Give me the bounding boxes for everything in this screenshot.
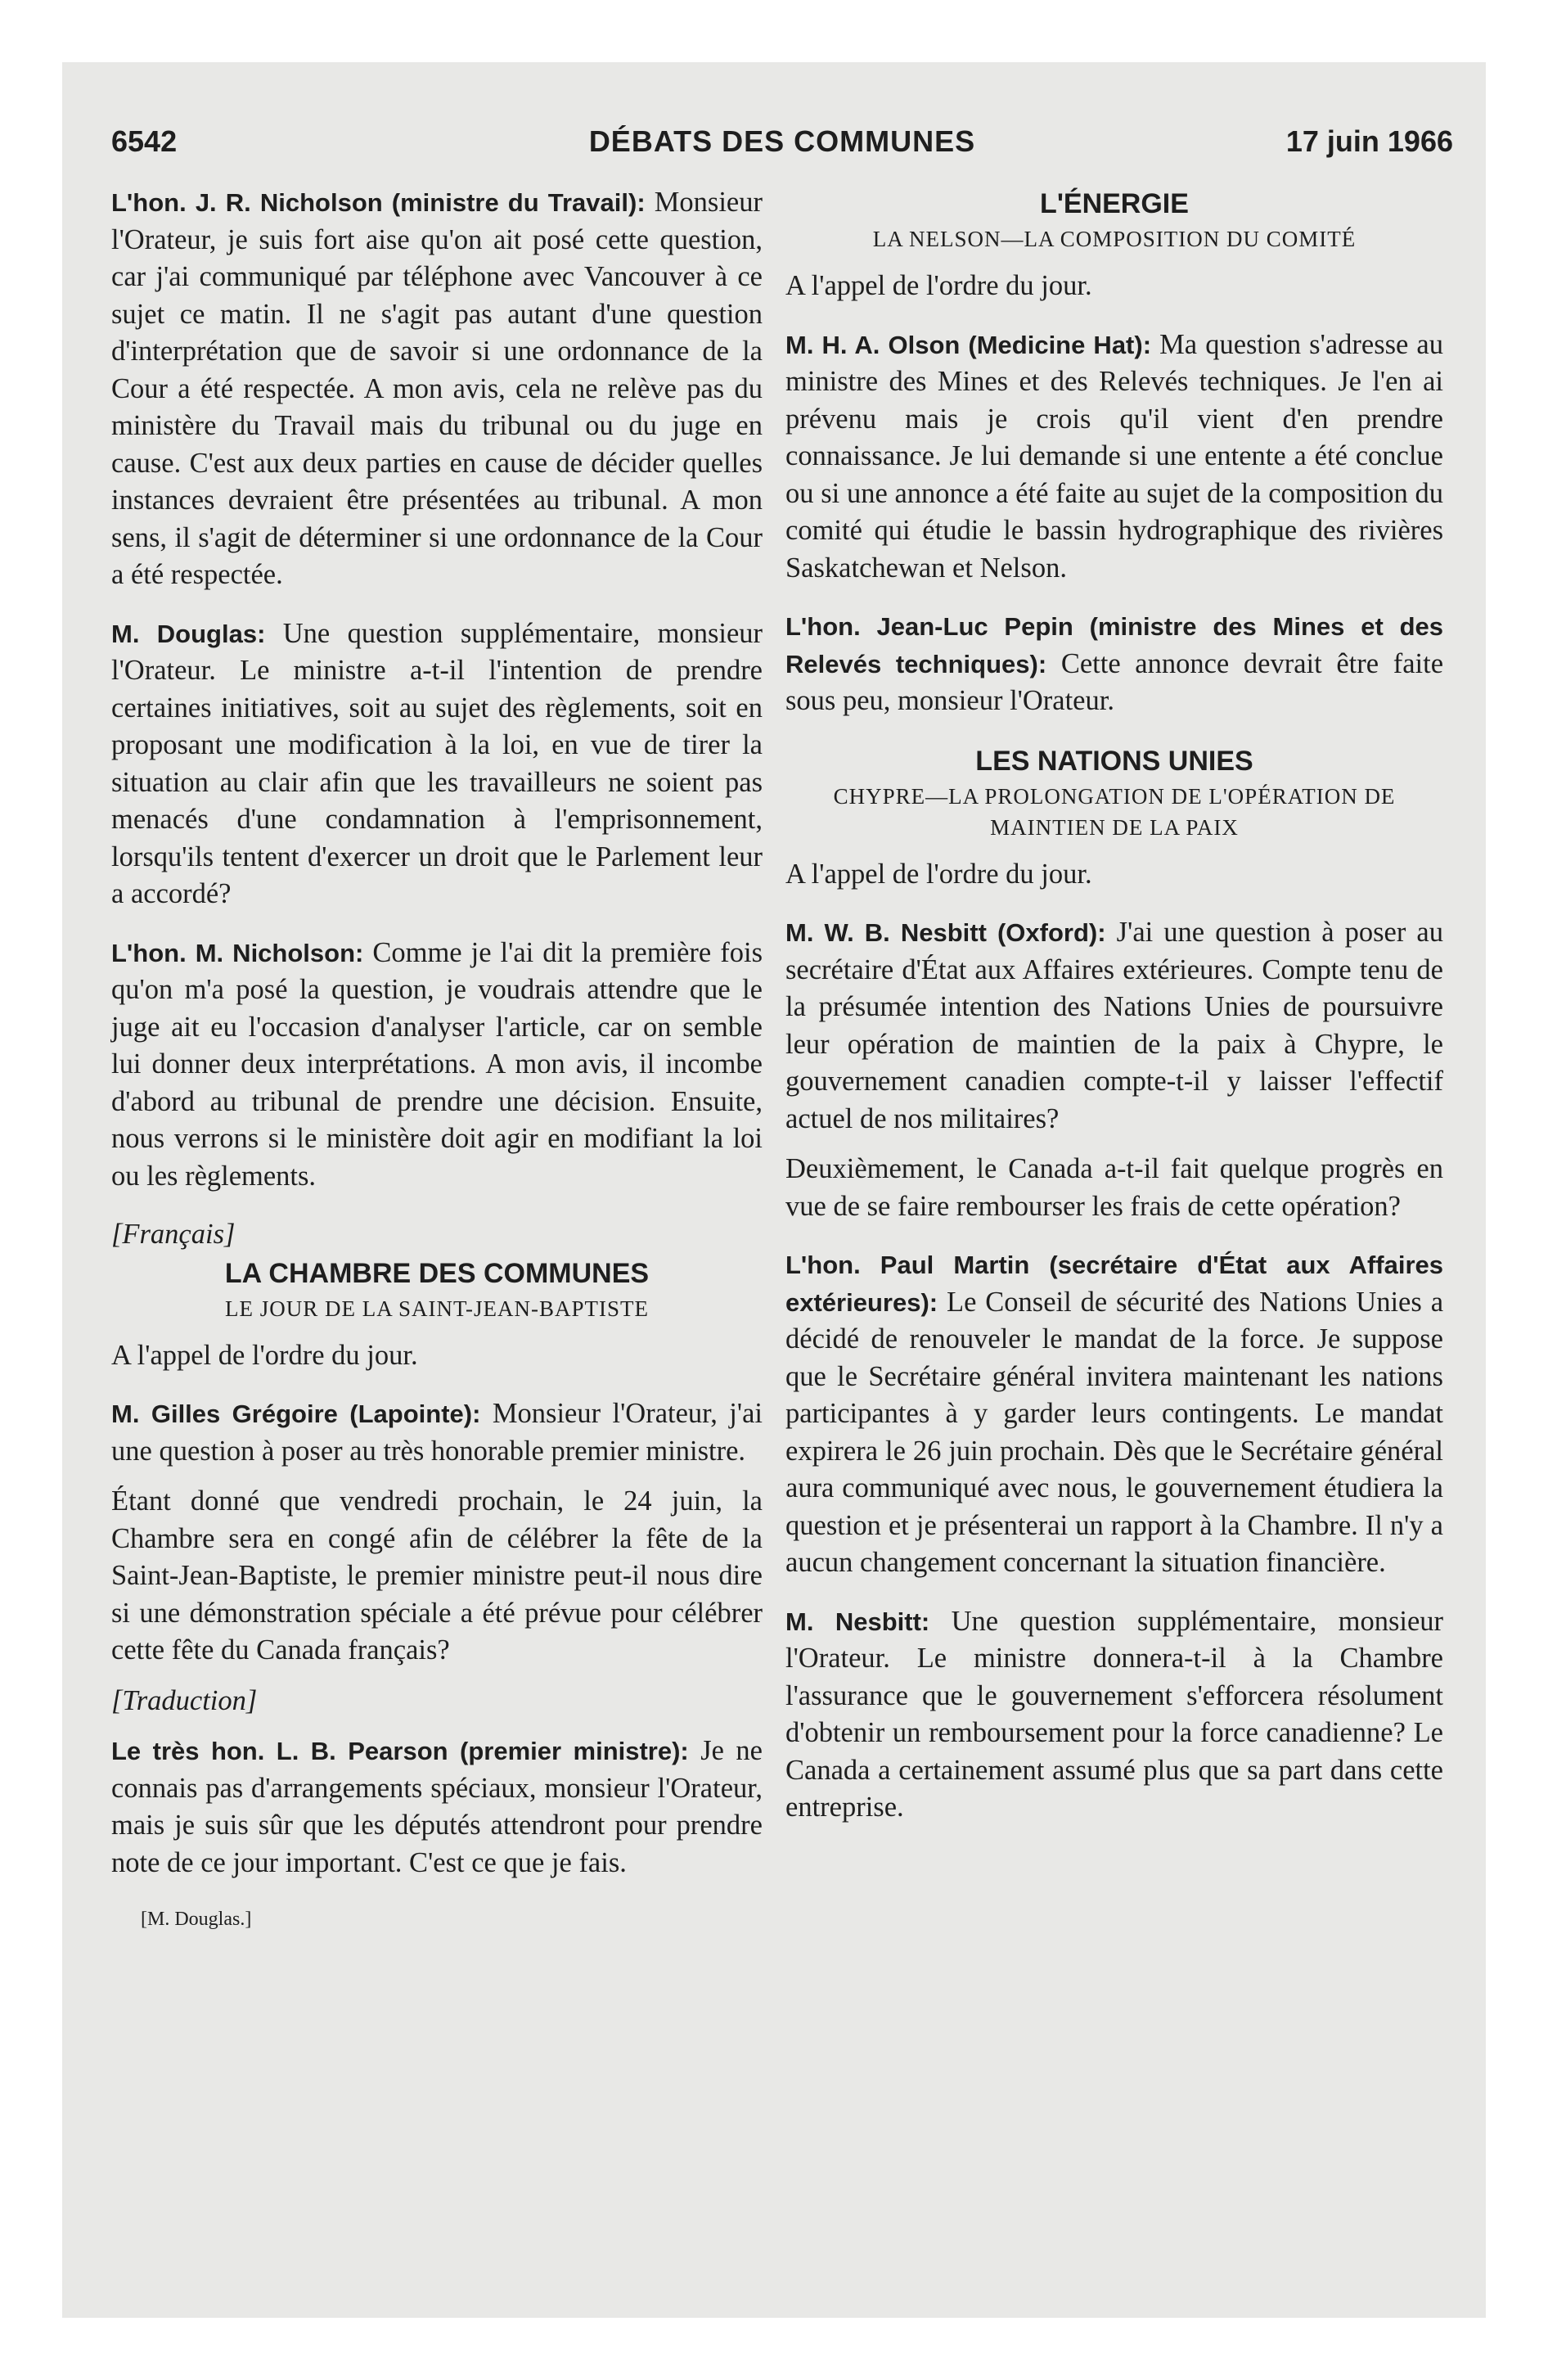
paragraph-text: Monsieur l'Orateur, je suis fort aise qu'on ait posé cette question, car j'ai communiqué par téléphone avec Vancouver à ce sujet ce matin. Il ne s'agit pas autant d'une question d'interprétation que de savoir si une ordonnance de la Cour a été respectée. A mon avis, cela ne relève pas du ministère du Travail mais du tribunal ou du juge en cause. C'est aux deux parties en cause de décider quelles instances devraient être présentées au tribunal. A mon sens, il s'agit de déterminer si une ordonnance de la Cour a été respectée. bbox=[111, 187, 763, 590]
section-subheading: LA NELSON—LA COMPOSITION DU COMITÉ bbox=[872, 227, 1357, 251]
paragraph-pearson bbox=[111, 1733, 763, 1882]
paragraph-text: Comme je l'ai dit la première fois qu'on m'a posé la question, je voudrais attendre que le juge ait eu l'occasion d'analyser l'article, car on semble lui donner deux interprétations. A mon avis, il incombe d'abord au tribunal de prendre une décision. Ensuite, nous verrons si le ministère doit agir en modifiant la loi ou les règlements. bbox=[111, 936, 763, 1192]
order-of-day-call: A l'appel de l'ordre du jour. bbox=[785, 858, 1092, 890]
publication-title: DÉBATS DES COMMUNES bbox=[588, 124, 976, 158]
paragraph-nesbitt-3 bbox=[785, 1603, 1443, 1827]
right-column bbox=[785, 184, 1443, 1827]
speaker-name: L'hon. Paul Martin (secrétaire d'État aux Affaires extérieures): bbox=[785, 1251, 1443, 1317]
paragraph-text: Le Conseil de sécurité des Nations Unies a décidé de renouveler le mandat de la force. Je suppose que le Secrétaire général invitera maintenant les nations participantes à y garder leurs contingents. Le mandat expirera le 26 juin prochain. Dès que le Secrétaire général aura communiqué avec nous, le gouvernement étudiera la question et je présenterai un rapport à la Chambre. Il n'y a aucun changement concernant la situation financière. bbox=[785, 1286, 1444, 1578]
issue-date: 17 juin 1966 bbox=[1285, 124, 1453, 158]
speaker-name: M. H. A. Olson (Medicine Hat): bbox=[785, 330, 1152, 359]
paragraph-olson bbox=[785, 327, 1443, 588]
speaker-name: M. Gilles Grégoire (Lapointe): bbox=[111, 1400, 481, 1428]
page-number: 6542 bbox=[111, 124, 178, 158]
section-subheading: LE JOUR DE LA SAINT-JEAN-BAPTISTE bbox=[225, 1296, 649, 1321]
paragraph-nicholson bbox=[111, 184, 763, 594]
speaker-name: L'hon. J. R. Nicholson (ministre du Travail): bbox=[111, 188, 646, 217]
section-heading: L'ÉNERGIE bbox=[1040, 188, 1189, 219]
section-heading: LES NATIONS UNIES bbox=[975, 745, 1253, 777]
paragraph-gregoire bbox=[111, 1395, 763, 1470]
paragraph-text: Une question supplémentaire, monsieur l'Orateur. Le ministre a-t-il l'intention de prendre certaines initiatives, soit au sujet des règlements, soit en proposant une modification à la loi, en vue de tirer la situation au clair afin que les travailleurs ne soient pas menacés d'une condamnation à l'emprisonnement, lorsqu'ils tentent d'exercer un droit que le Parlement leur a accordé? bbox=[111, 617, 763, 909]
speaker-name: L'hon. M. Nicholson: bbox=[111, 938, 364, 967]
paragraph-text: Je ne connais pas d'arrangements spéciaux, monsieur l'Orateur, mais je suis sûr que les députés attendront pour prendre note de ce jour important. C'est ce que je fais. bbox=[111, 1735, 763, 1878]
language-tag: [Traduction] bbox=[111, 1684, 258, 1716]
paragraph-gregoire-2: Étant donné que vendredi prochain, le 24 juin, la Chambre sera en congé afin de célébrer la fête de la Saint-Jean-Baptiste, le premier ministre peut-il nous dire si une démonstration spéciale a été prévue pour célébrer cette fête du Canada français? bbox=[111, 1485, 763, 1666]
paragraph-text: J'ai une question à poser au secrétaire d'État aux Affaires extérieures. Compte tenu de la présumée intention des Nations Unies de poursuivre leur opération de maintien de la paix à Chypre, le gouvernement canadien compte-t-il y laisser l'effectif actuel de nos militaires? bbox=[785, 917, 1443, 1134]
left-column bbox=[111, 184, 763, 1939]
section-subheading: CHYPRE—LA PROLONGATION DE L'OPÉRATION DE MAINTIEN DE LA PAIX bbox=[833, 783, 1396, 840]
speaker-name: M. Douglas: bbox=[111, 619, 266, 648]
paragraph-text: Une question supplémentaire, monsieur l'Orateur. Le ministre donnera-t-il à la Chambre l'assurance que le gouvernement s'efforcera résolument d'obtenir un remboursement pour la force canadienne? Le Canada a certainement assumé plus que sa part dans cette entreprise. bbox=[785, 1605, 1444, 1823]
paragraph-text: Ma question s'adresse au ministre des Mines et des Relevés techniques. Je l'en ai prévenu mais je crois qu'il vient d'en prendre connaissance. Je lui demande si une entente a été conclue ou si une annonce a été faite au sujet de la composition du comité qui étudie le bassin hydrographique des rivières Saskatchewan et Nelson. bbox=[785, 328, 1443, 584]
section-heading: LA CHAMBRE DES COMMUNES bbox=[224, 1257, 650, 1289]
speaker-name: Le très hon. L. B. Pearson (premier ministre): bbox=[111, 1737, 689, 1765]
language-tag: [Français] bbox=[111, 1219, 236, 1250]
order-of-day-call: A l'appel de l'ordre du jour. bbox=[111, 1339, 418, 1371]
paragraph-douglas bbox=[111, 615, 763, 913]
speaker-name: L'hon. Jean-Luc Pepin (ministre des Mines et des Relevés techniques): bbox=[785, 612, 1443, 678]
continuation-footer: [M. Douglas.] bbox=[141, 1909, 252, 1930]
paragraph-nesbitt bbox=[785, 914, 1443, 1138]
paragraph-pepin bbox=[785, 608, 1443, 720]
paragraph-text: Cette annonce devrait être faite sous peu, monsieur l'Orateur. bbox=[785, 647, 1444, 716]
order-of-day-call: A l'appel de l'ordre du jour. bbox=[785, 270, 1092, 301]
paragraph-nesbitt-2: Deuxièmement, le Canada a-t-il fait quelque progrès en vue de se faire rembourser les frais de cette opération? bbox=[785, 1153, 1443, 1222]
speaker-name: M. Nesbitt: bbox=[785, 1607, 930, 1636]
paragraph-text: Monsieur l'Orateur, j'ai une question à poser au très honorable premier ministre. bbox=[111, 1398, 763, 1467]
page-header bbox=[111, 124, 1453, 165]
speaker-name: M. W. B. Nesbitt (Oxford): bbox=[785, 918, 1106, 947]
paragraph-martin bbox=[785, 1246, 1443, 1582]
paragraph-nicholson-2 bbox=[111, 935, 763, 1196]
